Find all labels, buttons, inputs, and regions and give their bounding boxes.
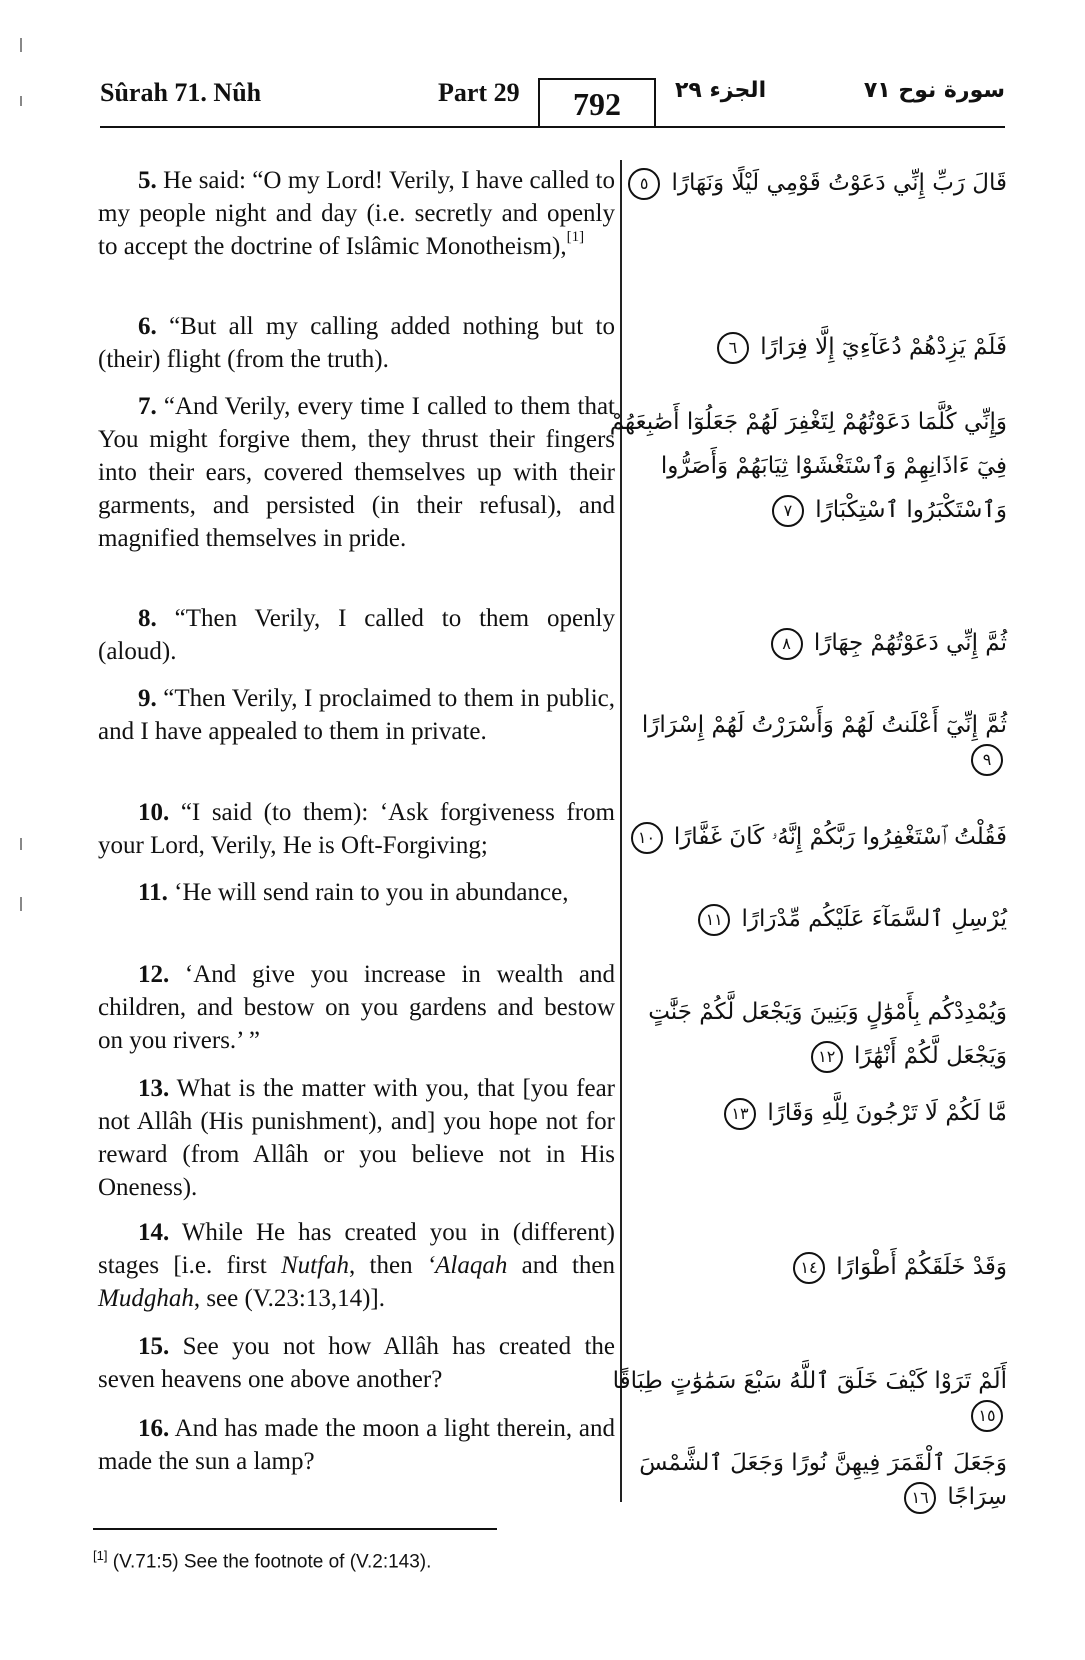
arabic-text: أَلَمْ تَرَوْا كَيْفَ خَلَقَ ٱللَّهُ سَبْعَ سَمَٰوَٰتٍ طِبَاقًا [612, 1368, 1007, 1394]
verse-15 [98, 1330, 615, 1396]
arabic-verse-11 [607, 902, 1007, 936]
arabic-text: فَلَمْ يَزِدْهُمْ دُعَآءِيٓ إِلَّا فِرَارًا [760, 334, 1007, 360]
verse-text: and then [507, 1252, 615, 1279]
verse-text: “I said (to them): ‘Ask forgiveness from your Lord, Verily, He is Oft-Forgiving; [98, 799, 615, 859]
arabic-verse-12 [607, 990, 1007, 1078]
verse-text: ‘He will send rain to you in abundance, [167, 879, 569, 906]
verse-number: 13. [138, 1075, 170, 1102]
arabic-verse-8 [607, 626, 1007, 660]
verse-8 [98, 602, 615, 668]
verse-number: 6. [138, 313, 157, 340]
verse-number: 12. [138, 961, 170, 988]
verse-end-marker: ١٢ [811, 1041, 843, 1073]
verse-end-marker: ١١ [698, 904, 730, 936]
arabic-text: وَقَدْ خَلَقَكُمْ أَطْوَارًا [836, 1254, 1007, 1280]
verse-text: See you not how Allâh has created the seven heavens one above another? [98, 1333, 615, 1393]
verse-end-marker: ١٥ [971, 1400, 1003, 1432]
verse-end-marker: ٧ [772, 495, 804, 527]
arabic-text: وَجَعَلَ ٱلْقَمَرَ فِيهِنَّ نُورًا وَجَعَلَ ٱلشَّمْسَ سِرَاجًا [639, 1450, 1007, 1510]
verse-end-marker: ٦ [717, 332, 749, 364]
arabic-text: وَيُمْدِدْكُم بِأَمْوَٰلٍ وَبَنِينَ وَيَجْعَل لَّكُمْ جَنَّٰتٍ وَيَجْعَل لَّكُمْ أَنْهَٰرًا [648, 999, 1007, 1069]
part-label-arabic: الجزء ٢٩ [675, 78, 767, 103]
arabic-verse-9 [607, 708, 1007, 776]
verse-text: And has made the moon a light therein, and made the sun a lamp? [98, 1415, 615, 1475]
verse-11 [98, 876, 615, 909]
header-rule [100, 126, 1005, 128]
verse-10 [98, 796, 615, 862]
verse-6 [98, 310, 615, 376]
verse-number: 14. [138, 1219, 170, 1246]
arabic-verse-14 [607, 1250, 1007, 1284]
verse-9 [98, 682, 615, 748]
arabic-text: يُرْسِلِ ٱلسَّمَآءَ عَلَيْكُم مِّدْرَارًا [741, 906, 1007, 932]
footnote [93, 1548, 431, 1573]
arabic-text: ثُمَّ إِنِّي دَعَوْتُهُمْ جِهَارًا [813, 630, 1007, 656]
margin-tick [20, 838, 22, 850]
verse-end-marker: ١٤ [793, 1252, 825, 1284]
term-italic: Nutfah [280, 1252, 350, 1279]
verse-number: 10. [138, 799, 170, 826]
verse-text: , then [349, 1252, 427, 1279]
arabic-verse-5 [607, 166, 1007, 200]
verse-number: 7. [138, 393, 157, 420]
verse-number: 9. [138, 685, 157, 712]
arabic-verse-16 [607, 1446, 1007, 1514]
arabic-text: مَّا لَكُمْ لَا تَرْجُونَ لِلَّهِ وَقَارًا [767, 1100, 1007, 1126]
verse-number: 16. [138, 1415, 170, 1442]
term-italic: Mudghah [98, 1285, 194, 1312]
verse-end-marker: ٩ [971, 744, 1003, 776]
page-number [538, 78, 656, 128]
margin-tick [20, 897, 22, 911]
verse-end-marker: ١٠ [631, 822, 663, 854]
verse-text: He said: “O my Lord! Verily, I have called to my people night and day (i.e. secretly and openly to accept the doctrine of Islâmic Monotheism), [98, 167, 615, 260]
verse-14 [98, 1216, 615, 1315]
footnote-rule [93, 1528, 497, 1530]
footnote-text: (V.71:5) See the footnote of (V.2:143). [107, 1551, 432, 1573]
verse-end-marker: ١٦ [904, 1482, 936, 1514]
footnote-marker: [1] [93, 1548, 108, 1563]
verse-text: While He has created you in (different) stages [i.e. first [98, 1219, 615, 1279]
arabic-verse-10 [607, 820, 1007, 854]
verse-text: “Then Verily, I called to them openly (aloud). [98, 605, 615, 665]
term-italic: ‘Alaqah [426, 1252, 508, 1279]
verse-number: 11. [138, 879, 168, 906]
margin-tick [20, 38, 22, 52]
verse-number: 15. [138, 1333, 170, 1360]
verse-text: ‘And give you increase in wealth and children, and bestow on you gardens and bestow on you rivers.’ ” [98, 961, 615, 1054]
verse-number: 8. [138, 605, 157, 632]
verse-end-marker: ٨ [771, 628, 803, 660]
verse-text: “But all my calling added nothing but to (their) flight (from the truth). [98, 313, 615, 373]
verse-7 [98, 390, 615, 555]
page-number-text: 792 [573, 85, 621, 122]
surah-title: Sûrah 71. Nûh [100, 78, 262, 107]
verse-text: What is the matter with you, that [you fear not Allâh (His punishment), and] you hope not for reward (from Allâh or you believe not in His Oneness). [98, 1075, 615, 1201]
arabic-text: قَالَ رَبِّ إِنِّي دَعَوْتُ قَوْمِي لَيْلًا وَنَهَارًا [671, 170, 1007, 196]
part-label: Part 29 [438, 78, 520, 107]
verse-13 [98, 1072, 615, 1204]
verse-number: 5. [138, 167, 157, 194]
verse-16 [98, 1412, 615, 1478]
arabic-text: فَقُلْتُ ٱسْتَغْفِرُوا رَبَّكُمْ إِنَّهُۥ كَانَ غَفَّارًا [673, 824, 1007, 850]
footnote-ref: [1] [566, 229, 585, 245]
verse-end-marker: ٥ [628, 168, 660, 200]
arabic-verse-7 [607, 400, 1007, 532]
arabic-verse-13 [607, 1096, 1007, 1130]
verse-end-marker: ١٣ [724, 1098, 756, 1130]
surah-title-arabic: سورة نوح ٧١ [863, 78, 1005, 103]
arabic-verse-15 [607, 1364, 1007, 1432]
verse-5 [98, 164, 615, 263]
verse-12 [98, 958, 615, 1057]
arabic-verse-6 [607, 330, 1007, 364]
verse-text: , see (V.23:13,14)]. [193, 1285, 386, 1312]
verse-text: “Then Verily, I proclaimed to them in public, and I have appealed to them in private. [98, 685, 615, 745]
arabic-text: وَإِنِّي كُلَّمَا دَعَوْتُهُمْ لِتَغْفِرَ لَهُمْ جَعَلُوٓا أَصَٰبِعَهُمْ فِيٓ ءَاذَانِهِمْ وَٱسْتَغْشَوْا ثِيَابَهُمْ وَأَصَرُّوا وَٱسْتَكْبَرُوا ٱسْتِكْبَارًا [609, 409, 1007, 523]
arabic-text: ثُمَّ إِنِّيٓ أَعْلَنتُ لَهُمْ وَأَسْرَرْتُ لَهُمْ إِسْرَارًا [641, 712, 1007, 738]
margin-tick [20, 96, 22, 106]
verse-text: “And Verily, every time I called to them that You might forgive them, they thrust their fingers into their ears, covered themselves up with their garments, and persisted (in their refusal), and magnified themselves in pride. [98, 393, 615, 552]
